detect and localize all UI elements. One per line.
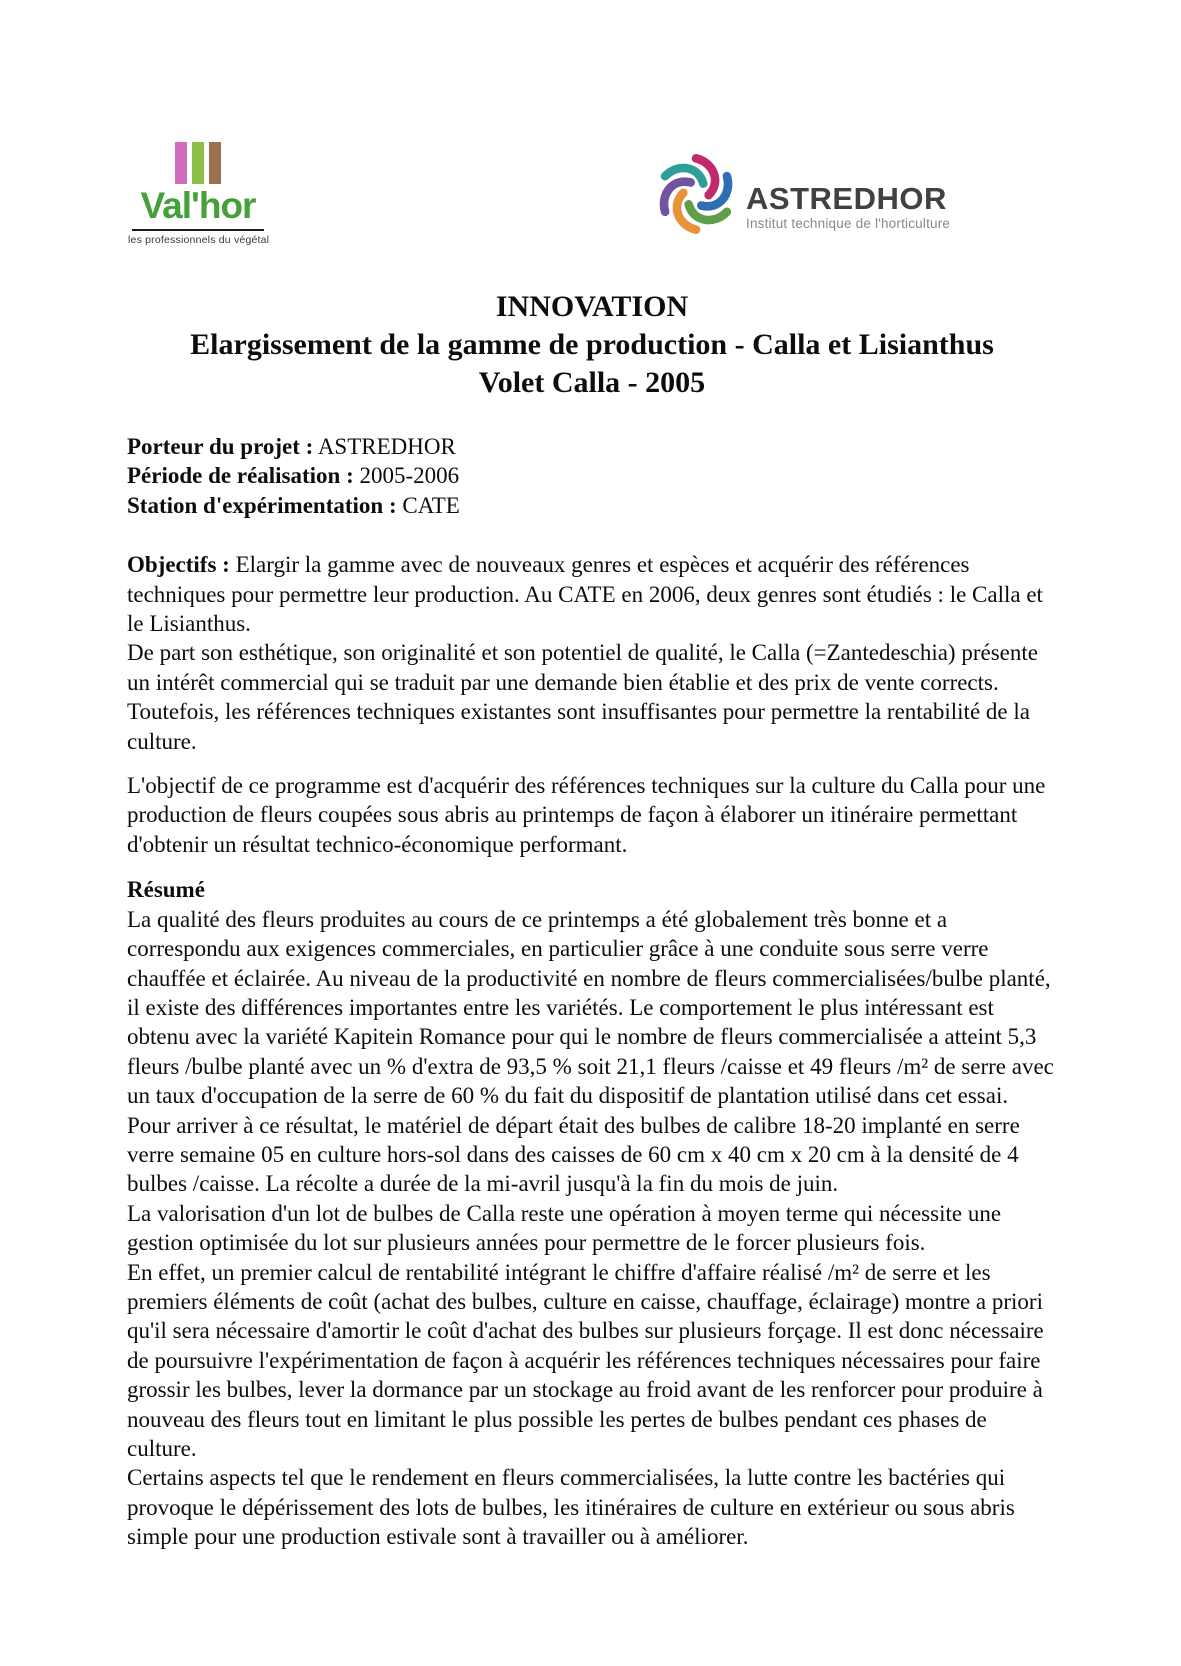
meta-porteur-label: Porteur du projet : (127, 434, 314, 459)
objectifs-paragraph (127, 550, 1057, 756)
objectifs-text-2: De part son esthétique, son originalité et son potentiel de qualité, le Calla (=Zantedeschia) présente un intérêt commercial qui se traduit par une demande bien établie et des prix de vente corrects. Toutefois, les références techniques existantes sont insuffisantes pour permettre la rentabilité de la culture. (127, 640, 1038, 754)
objective-paragraph: L'objectif de ce programme est d'acquérir des références techniques sur la culture du Calla pour une production de fleurs coupées sous abris au printemps de façon à élaborer un itinéraire permettant d'obtenir un résultat technico-économique performant. (127, 773, 1046, 857)
document-body (127, 288, 1057, 1552)
resume-paragraph-4: Certains aspects tel que le rendement en fleurs commercialisées, la lutte contre les bactéries qui provoque le dépérissement des lots de bulbes, les itinéraires de culture en extérieur ou sous abris simple pour une production estivale sont à travailler ou à améliorer. (127, 1465, 1015, 1550)
meta-porteur (127, 432, 1057, 461)
meta-periode (127, 461, 1057, 490)
meta-periode-label: Période de réalisation : (127, 463, 354, 489)
title-line-innovation: INNOVATION (495, 290, 689, 323)
valhor-divider (132, 229, 264, 231)
astredhor-tagline: Institut technique de l'horticulture (746, 216, 951, 231)
document-title (127, 288, 1057, 402)
title-line-volet: Volet Calla - 2005 (478, 366, 706, 399)
title-line-subject: Elargissement de la gamme de production - Calla et Lisianthus (190, 328, 994, 361)
meta-porteur-value: ASTREDHOR (317, 434, 456, 459)
astredhor-pinwheel-icon (650, 148, 742, 240)
resume-body (127, 905, 1057, 1552)
valhor-wordmark: Val'hor (140, 185, 256, 226)
astredhor-text-block (746, 157, 950, 231)
astredhor-logo (650, 148, 950, 240)
meta-periode-value: 2005-2006 (359, 463, 460, 489)
resume-paragraph-1: La qualité des fleurs produites au cours de ce printemps a été globalement très bonne et a correspondu aux exigences commerciales, en particulier grâce à une conduite sous serre verre chauffée et éclairée. Au niveau de la productivité en nombre de fleurs commercialisées/bulbe planté, il existe des différences importantes entre les variétés. Le comportement le plus intéressant est obtenu avec la variété Kapitein Romance pour qui le nombre de fleurs commercialisée a atteint 5,3 fleurs /bulbe planté avec un % d'extra de 93,5 % soit 21,1 fleurs /caisse et 49 fleurs /m² de serre avec un taux d'occupation de la serre de 60 % du fait du dispositif de plantation utilisé dans cet essai. Pour arriver à ce résultat, le matériel de départ était des bulbes de calibre 18-20 implanté en serre verre semaine 05 en culture hors-sol dans des caisses de 60 cm x 40 cm x 20 cm à la densité de 4 bulbes /caisse. La récolte a durée de la mi-avril jusqu'à la fin du mois de juin. (127, 906, 1054, 1197)
resume-heading: Résumé (127, 877, 205, 903)
resume-paragraph-2: La valorisation d'un lot de bulbes de Calla reste une opération à moyen terme qui nécessite une gestion optimisée du lot sur plusieurs années pour permettre de le forcer plusieurs fois. (127, 1200, 1002, 1256)
objectifs-text-1: Elargir la gamme avec de nouveaux genres et espèces et acquérir des références techniques pour permettre leur production. Au CATE en 2006, deux genres sont étudiés : le Calla et le Lisianthus. (127, 552, 1043, 637)
project-metadata (127, 432, 1057, 520)
resume-paragraph-3: En effet, un premier calcul de rentabilité intégrant le chiffre d'affaire réalisé /m² de serre et les premiers éléments de coût (achat des bulbes, culture en caisse, chauffage, éclairage) montre a priori qu'il sera nécessaire d'amortir le coût d'achat des bulbes sur plusieurs forçage. Il est donc nécessaire de poursuivre l'expérimentation de façon à acquérir les références techniques nécessaires pour faire grossir les bulbes, lever la dormance par un stockage au froid avant de les renforcer pour produire à nouveau des fleurs tout en limitant le plus possible les pertes de bulbes pendant ces phases de culture. (127, 1259, 1044, 1461)
meta-station-value: CATE (402, 492, 460, 518)
meta-station-label: Station d'expérimentation : (127, 492, 397, 518)
valhor-tagline: les professionnels du végétal (128, 234, 270, 246)
objectifs-label: Objectifs : (127, 552, 230, 578)
valhor-bars-icon (175, 142, 221, 184)
astredhor-wordmark: ASTREDHOR (746, 181, 947, 216)
valhor-logo (128, 142, 268, 246)
meta-station (127, 491, 1057, 520)
